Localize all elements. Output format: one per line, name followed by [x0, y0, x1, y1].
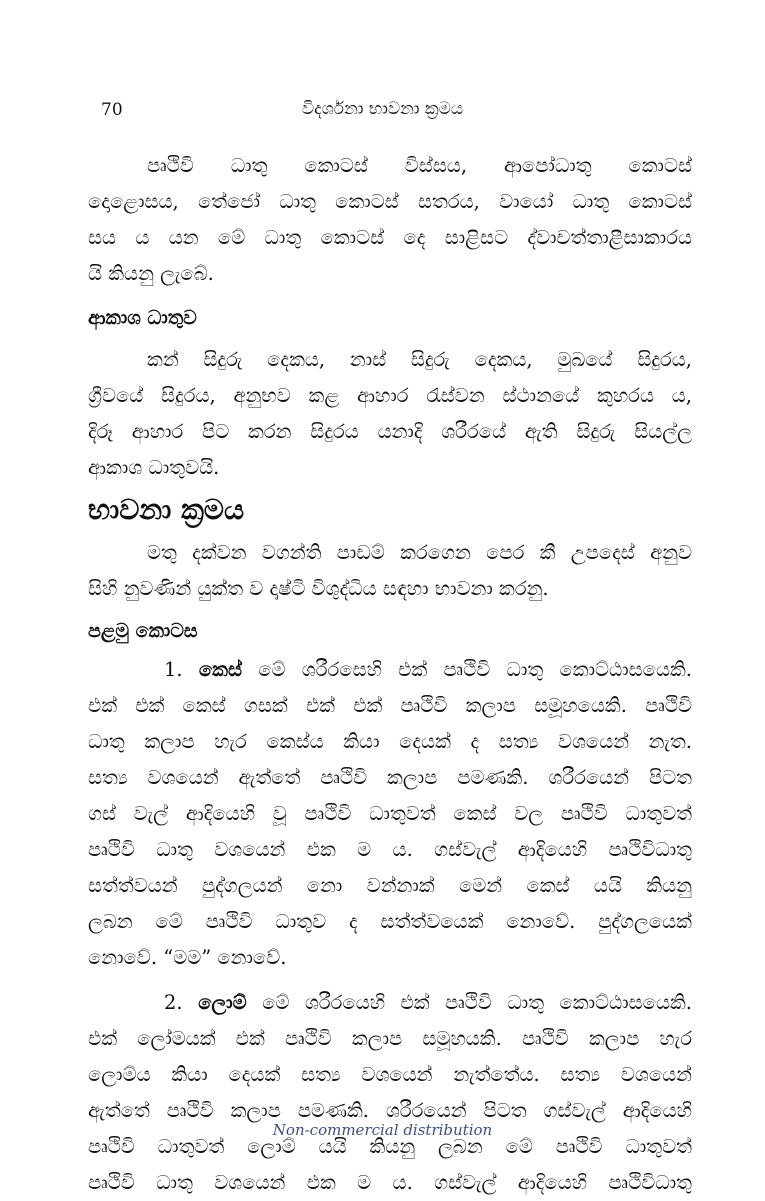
paragraph-line: ගස් වැල් ආදියෙහි වූ පෘථිවි ධාතුවත් කෙස් වල පෘථිවි ධාතුවත්	[88, 802, 692, 825]
subheading-part1: පළමු කොටස	[88, 620, 198, 642]
item-term: කෙස්	[198, 658, 242, 681]
paragraph-line: ධාතු කලාප හැර කෙස්ය කියා දෙයක් ද සත්‍ය වශයෙන් නැත.	[88, 730, 692, 753]
item-text: මේ ශරීරසෙහි එක් පෘථිවි ධාතු කොට්ඨාසයෙකි.	[258, 658, 693, 681]
paragraph-line: ඇත්තේ පෘථිවි කලාප පමණකි. ශරීරයෙන් පිටත ගස්වැල් ආදියෙහි	[88, 1099, 692, 1122]
paragraph-line: එක් ලෝමයක් එක් පෘථිවි කලාප සමූහයකි. පෘථිවි කලාප හැර	[88, 1027, 692, 1050]
section-heading: භාවනා ක්‍රමය	[88, 493, 245, 526]
item-text: මේ ශරීරයෙහි එක් පෘථිවි ධාතු කොට්ඨාසයෙකි.	[262, 991, 693, 1014]
item-number: 1.	[164, 658, 183, 681]
item-first-line	[164, 652, 692, 688]
paragraph-line: සිහි නුවණින් යුක්ත ව දෘෂ්ටි විශුද්ධිය සඳහා භාවනා කරනු.	[88, 577, 549, 600]
paragraph-line: පෘථිවි ධාතු වශයෙන් එක ම ය. ගස්වැල් ආදියෙහි පෘථිවිධාතු	[88, 1171, 692, 1194]
paragraph-line: මතු දක්වන වගන්ති පාඩම් කරගෙන පෙර කී උපදෙස් අනුව	[147, 541, 692, 564]
paragraph-line: පෘථිවි ධාතු වශයෙන් එක ම ය. ගස්වැල් ආදියෙහි පෘථිවිධාතු	[88, 838, 692, 861]
item-number: 2.	[164, 991, 183, 1014]
paragraph-line: ආකාශ ධාතුවයි.	[88, 456, 220, 479]
item-first-line	[164, 985, 692, 1021]
running-title: විදර්ශනා භාවනා ක්‍රමය	[301, 99, 464, 119]
paragraph-line: කන් සිදුරු දෙකය, නාස් සිදුරු දෙකය, මුඛයේ සිදුරය,	[147, 348, 692, 371]
paragraph-line: සය ය යන මේ ධාතු කොටස් දෙ සාළිසට ද්වාචත්තාළීසාකාරය	[88, 226, 692, 249]
paragraph-line: ලබන මේ පෘථිවි ධාතුව ද සත්ත්වයෙක් නොවේ. පුද්ගලයෙක්	[88, 910, 692, 933]
paragraph-line: යි කියනු ලැබේ.	[88, 262, 214, 285]
paragraph-line: පෘථිවි ධාතුවත් ලොම් යයි කියනු ලබන මේ පෘථිවි ධාතුවත්	[88, 1135, 692, 1158]
paragraph-line: පෘථිවි ධාතු කොටස් විස්සය, ආපෝධාතු කොටස්	[147, 154, 692, 177]
paragraph-line: සත්ත්වයන් පුද්ගලයන් නො වන්නාක් මෙන් කෙස් යයි කියනු	[88, 874, 692, 897]
paragraph-line: නොවේ. “මම” නොවේ.	[88, 946, 287, 969]
paragraph-line: සත්‍ය වශයෙන් ඇත්තේ පෘථිවි කලාප පමණකි. ශරීරයෙන් පිටත	[88, 766, 692, 789]
paragraph-line: එක් එක් කෙස් ගසක් එක් එක් පෘථිවි කලාප සමූහයෙකි. පෘථිවි	[88, 694, 692, 717]
page-number: 70	[101, 100, 123, 120]
paragraph-line: දොළොසය, තේජෝ ධාතු කොටස් සතරය, වායෝ ධාතු කොටස්	[88, 190, 692, 213]
paragraph-line: ග්‍රීවයේ සිදුරය, අනුභව කළ ආහාර රැස්වන ස්ථානයේ කුහරය ය,	[88, 384, 692, 407]
item-term: ලොම්	[198, 991, 247, 1014]
subheading-akasha: ආකාශ ධාතුව	[88, 307, 197, 329]
paragraph-line: දිරූ ආහාර පිට කරන සිදුරය යනාදි ශරීරයේ ඇති සිදුරු සියල්ල	[88, 420, 692, 443]
distribution-footer: Non-commercial distribution	[272, 1121, 493, 1139]
paragraph-line: ලොම්ය කියා දෙයක් සත්‍ය වශයෙන් නැත්තේය. සත්‍ය වශයෙන්	[88, 1063, 692, 1086]
